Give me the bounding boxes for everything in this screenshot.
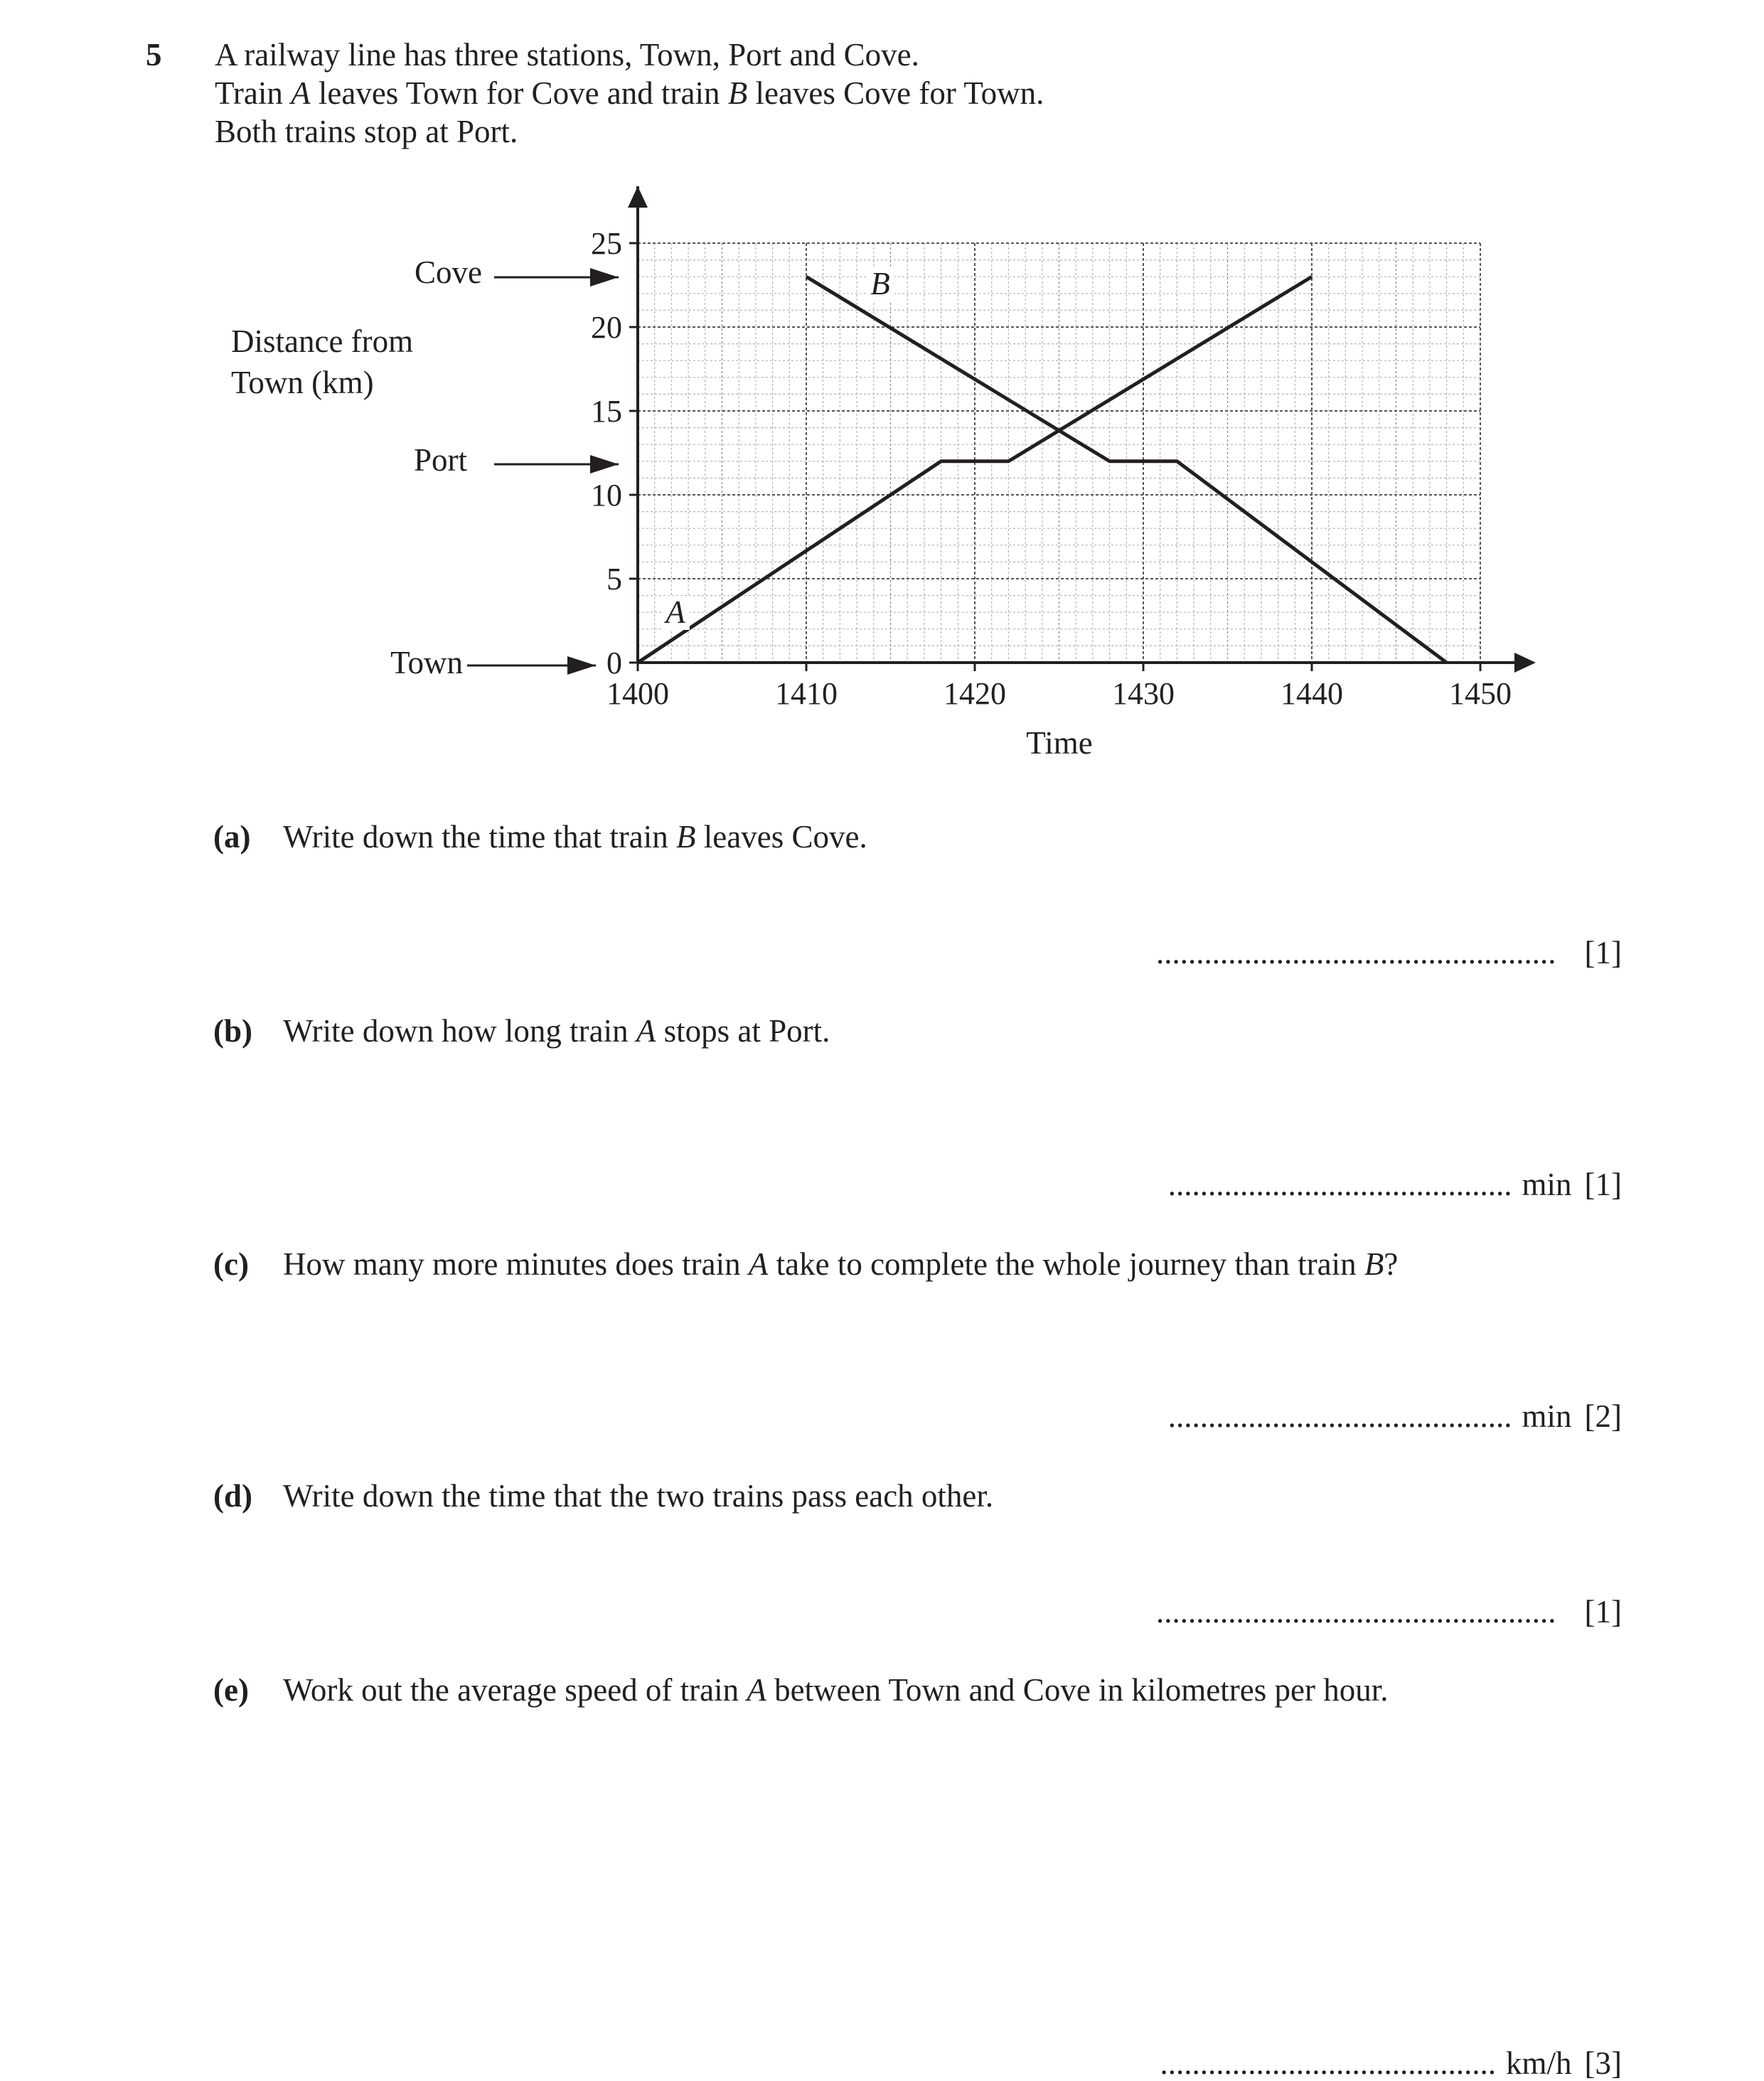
- part-label: (e): [213, 1672, 249, 1708]
- answer-dots[interactable]: ..........................................: [1160, 2045, 1496, 2081]
- intro-line-1: A railway line has three stations, Town, Port and Cove.: [215, 37, 919, 73]
- marks-badge: [3]: [1584, 2045, 1622, 2081]
- part-question-text: Write down the time that train B leaves Cove.: [283, 819, 867, 855]
- answer-unit: km/h: [1506, 2045, 1572, 2081]
- x-tick-label: 1440: [1281, 676, 1343, 711]
- y-tick-label: 15: [591, 394, 622, 429]
- answer-line[interactable]: [1168, 1169, 1622, 1201]
- station-label: Town: [390, 645, 463, 680]
- x-tick-label: 1420: [944, 676, 1006, 711]
- station-arrow-head: [590, 268, 619, 287]
- y-axis-label-line: Town (km): [231, 365, 374, 400]
- answer-unit: min: [1522, 1167, 1572, 1202]
- answer-dots[interactable]: ..................................................: [1156, 1594, 1556, 1630]
- y-axis-label-line: Distance from: [231, 323, 414, 359]
- answer-dots[interactable]: ...........................................: [1167, 1398, 1512, 1434]
- part-question-text: How many more minutes does train A take to complete the whole journey than train B?: [283, 1246, 1399, 1282]
- axes: [628, 186, 1536, 673]
- intro-line-3: Both trains stop at Port.: [215, 114, 518, 149]
- grid: [638, 243, 1480, 663]
- station-label: Cove: [415, 255, 482, 290]
- y-tick-label: 10: [591, 478, 622, 513]
- part-label: (d): [213, 1478, 252, 1514]
- answer-unit: min: [1522, 1398, 1572, 1434]
- y-tick-label: 0: [606, 646, 622, 680]
- marks-badge: [1]: [1584, 1167, 1622, 1202]
- y-tick-label: 5: [606, 562, 622, 597]
- x-axis-label: Time: [1026, 725, 1093, 761]
- answer-line[interactable]: [1167, 1398, 1622, 1434]
- x-tick-label: 1410: [775, 676, 838, 711]
- answer-line[interactable]: [1160, 2045, 1623, 2081]
- part-question-text: Write down how long train A stops at Port.: [283, 1013, 830, 1049]
- question-number: 5: [146, 37, 162, 73]
- distance-time-graph: [0, 0, 1764, 782]
- answer-line[interactable]: [1156, 937, 1622, 969]
- answer-dots[interactable]: ...........................................: [1167, 1167, 1512, 1202]
- station-arrow-head: [567, 656, 596, 675]
- tick-labels: [591, 226, 1512, 711]
- answer-line[interactable]: [1156, 1596, 1622, 1628]
- part-question-text: Work out the average speed of train A between Town and Cove in kilometres per hour.: [283, 1672, 1389, 1708]
- part-question-text: Write down the time that the two trains pass each other.: [283, 1478, 994, 1514]
- marks-badge: [1]: [1584, 1594, 1622, 1630]
- answer-dots[interactable]: ..................................................: [1156, 935, 1556, 970]
- series-label-B: B: [870, 266, 890, 301]
- x-tick-label: 1400: [606, 676, 669, 711]
- x-tick-label: 1450: [1449, 676, 1512, 711]
- y-axis-arrow: [628, 186, 648, 208]
- series-label-A: A: [665, 594, 685, 630]
- part-label: (c): [213, 1246, 249, 1282]
- marks-badge: [1]: [1584, 935, 1622, 970]
- part-label: (b): [213, 1013, 252, 1049]
- station-labels: [390, 255, 619, 680]
- y-tick-label: 20: [591, 310, 622, 345]
- station-label: Port: [413, 442, 467, 478]
- marks-badge: [2]: [1584, 1398, 1622, 1434]
- part-label: (a): [213, 819, 251, 855]
- x-axis-arrow: [1514, 653, 1536, 673]
- station-arrow-head: [590, 455, 619, 474]
- x-tick-label: 1430: [1112, 676, 1175, 711]
- intro-line-2: Train A leaves Town for Cove and train B leaves Cove for Town.: [215, 75, 1044, 111]
- y-tick-label: 25: [591, 226, 622, 261]
